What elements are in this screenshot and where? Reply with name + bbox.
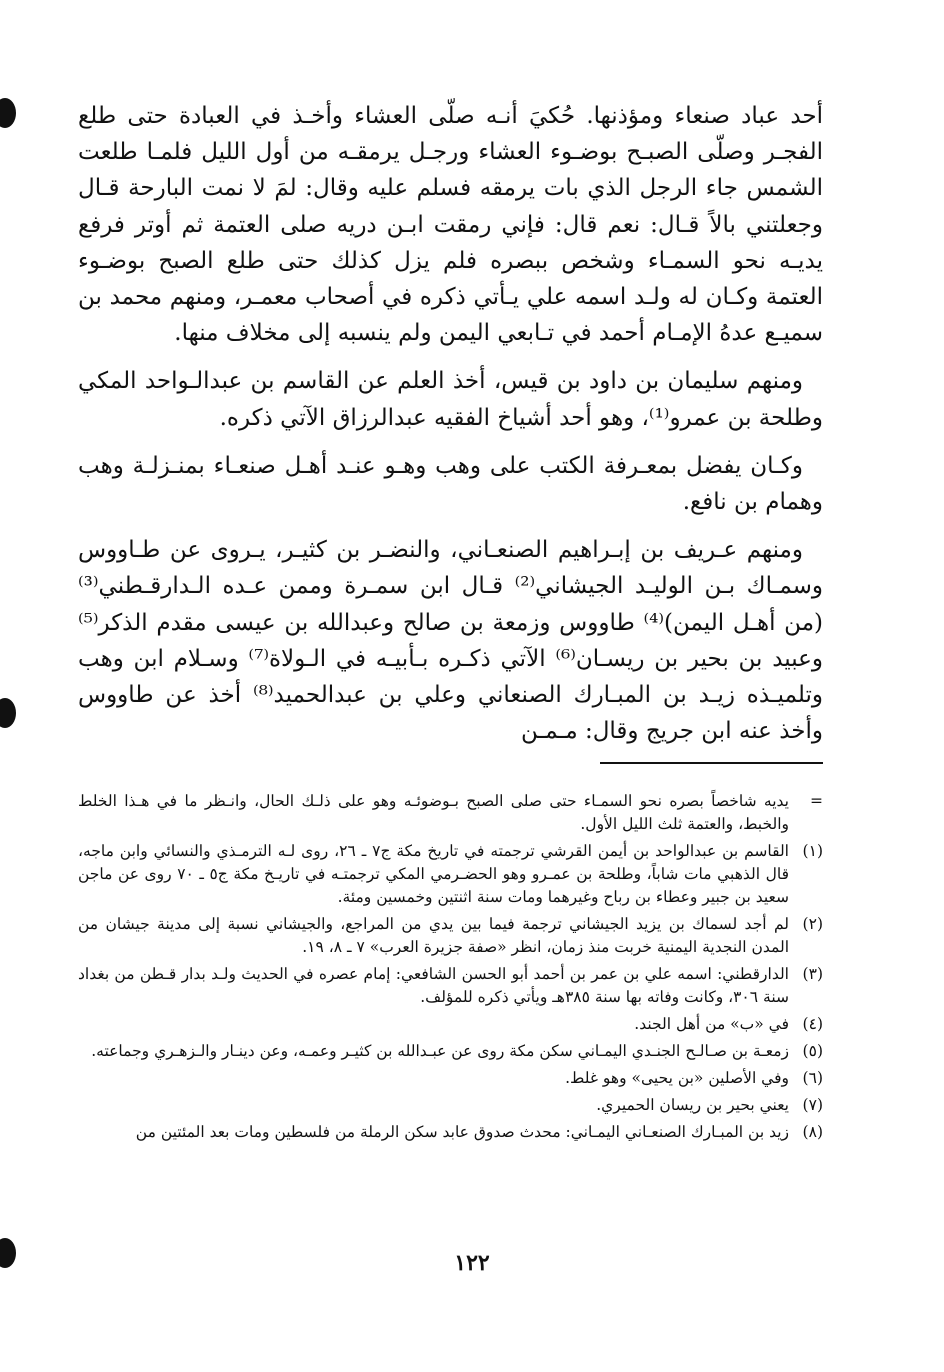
footnote-text: يديه شاخصاً بصره نحو السمـاء حتى صلى الصبح بـوضوئـه وهو على ذلـك الحال، وانـظر ما في هـذا الخلط والخبط، والعتمة ثلث الليل الأول. [78, 792, 789, 833]
footnote [78, 913, 823, 959]
footnote-number: (٤) [802, 1015, 823, 1033]
footnote-text: زيد بن المبـارك الصنعـاني اليمـاني: محدث صدوق عابد سكن الرملة من فلسطين ومات بعد المئتين من [135, 1123, 789, 1141]
paragraph: ومنهم عـريف بن إبـراهيم الصنعـاني، والنضـر بن كثيـر، يـروى عن طـاووس وسمـاك بـن الوليـد الجيشاني⁽²⁾ قـال ابن سمـرة وممن عـده الـدارقـطني⁽³⁾ (من أهـل اليمن)⁽⁴⁾ طاووس وزمعة بن صالح وعبدالله بن عيسى مقدم الذكر⁽⁵⁾ وعبيد بن بحير بن ريسـان⁽⁶⁾ الآتي ذكـره بـأبيـه في الـولاة⁽⁷⁾ وسـلام ابن وهب وتلميـذه زيـد بن المبـارك الصنعاني وعلي بن عبدالحميد⁽⁸⁾ أخذ عن طاووس وأخذ عنه ابن جريج وقال: مـمـن [78, 537, 823, 745]
footnote-number: (٦) [802, 1069, 823, 1087]
footnotes [78, 790, 823, 1148]
footnote-text: في «ب» من أهل الجند. [634, 1015, 789, 1033]
footnote-text: زمعـة بن صـالـح الجنـدي اليمـاني سكن مكة روى عن عبـدالله بن كثيـر وعمـه، وعن دينـار والـزهـري وجماعته. [91, 1042, 789, 1060]
footnote-text: القاسم بن عبدالواحد بن أيمن القرشي ترجمته في تاريخ مكة ج٧ ـ ٢٦، روى لـه الترمـذي والنسائي وابن ماجه، قال الذهبي مات شاباً، وطلحة بن عمـرو وهو الحضـرمي المكي ترجمتـه في تاريـخ مكة ج٥ ـ ٧٠ روى عن ماجن سعيد بن جبير وعطاء بن رباح وغيرهما ومات سنة اثنتين وخمسين ومئة. [78, 842, 789, 906]
footnote-number: (٧) [802, 1096, 823, 1114]
footnote-number: (٢) [802, 915, 823, 933]
paragraph: ومنهم سليمان بن داود بن قيس، أخذ العلم عن القاسم بن عبدالـواحد المكي وطلحة بن عمرو⁽¹⁾، وهو أحد أشياخ الفقيه عبدالرزاق الآتي ذكره. [78, 368, 823, 431]
footnote-text: يعني بحير بن ريسان الحميري. [596, 1096, 789, 1114]
footnote [78, 1121, 823, 1144]
binder-hole [0, 1238, 16, 1268]
footnote [78, 1013, 823, 1036]
binder-hole [0, 698, 16, 728]
main-text [78, 98, 823, 761]
page-number: ١٢٢ [454, 1250, 490, 1276]
footnote-separator [600, 762, 823, 764]
footnote [78, 790, 823, 836]
footnote-number: (٥) [802, 1042, 823, 1060]
footnote [78, 963, 823, 1009]
footnote-text: لم أجد لسماك بن يزيد الجيشاني ترجمة فيما بين يدي من المراجع، والجيشاني نسبة إلى مدينة جيشان من المدن النجدية اليمنية خربت منذ زمان، انظر «صفة جزيرة العرب» ٧ ـ ٨، ١٩. [78, 915, 789, 956]
footnote-number: (١) [802, 842, 823, 860]
footnote-number: (٣) [802, 965, 823, 983]
paragraph: وكـان يفضل بمعـرفة الكتب على وهب وهـو عنـد أهـل صنعـاء بمنـزلـة وهب وهمام بن نافع. [78, 452, 823, 516]
footnote-text: الدارقطني: اسمه علي بن عمر بن أحمد أبو الحسن الشافعي: إمام عصره في الحديث ولـد بدار قـطن من بغداد سنة ٣٠٦، وكانت وفاته بها سنة ٣٨٥هـ ويأتي ذكره للمؤلف. [78, 965, 789, 1006]
binder-hole [0, 98, 16, 128]
footnote [78, 840, 823, 909]
footnote [78, 1067, 823, 1090]
paragraph: أحد عباد صنعاء ومؤذنها. حُكيَ أنـه صلّى العشاء وأخـذ في العبادة حتى طلع الفجـر وصلّى الصبـح بوضـوء العشاء ورجـل يرمقـه من أول الليل فلمـا طلعت الشمس جاء الرجل الذي بات يرمقه فسلم عليه وقال: لمَ لا نمت البارحة قـال وجعلتني بالاً قـال: نعم قال: فإني رمقت ابـن دريه صلى العتمة ثم أوتر فرفع يديـه نحو السمـاء وشخص ببصره فلم يزل كذلك حتى طلع الصبح بوضـوء العتمة وكـان له ولـد اسمه علي يـأتي ذكره في أصحاب معمـر، ومنهم محمد بن سميـع عدهُ الإمـام أحمد في تـابعي اليمن ولم ينسبه إلى مخلاف منها. [78, 103, 823, 347]
footnote-number: = [810, 792, 823, 810]
footnote [78, 1094, 823, 1117]
footnote-text: وفي الأصلين «بن يحيى» وهو غلط. [565, 1069, 789, 1087]
footnote [78, 1040, 823, 1063]
footnote-number: (٨) [802, 1123, 823, 1141]
